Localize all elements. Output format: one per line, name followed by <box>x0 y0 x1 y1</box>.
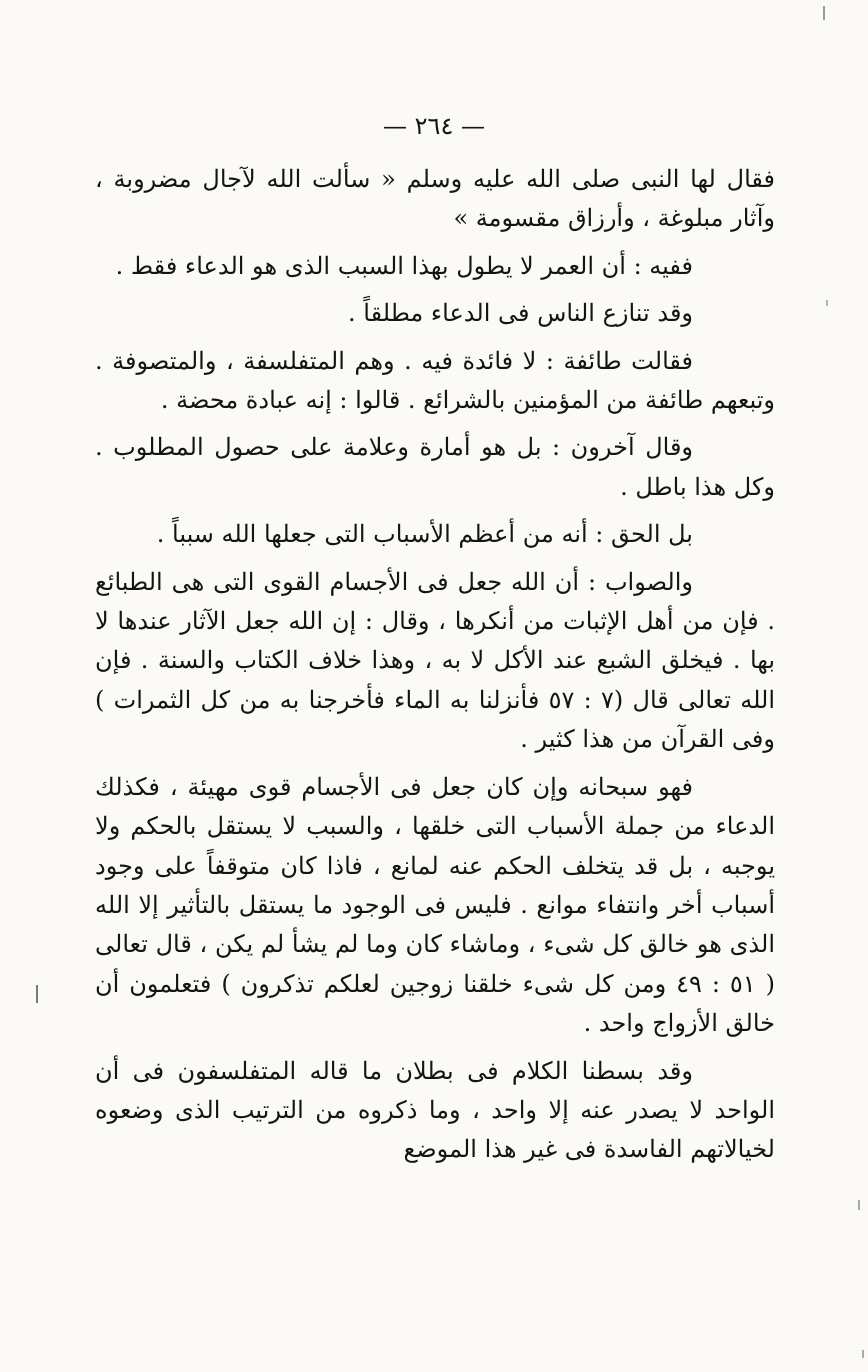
paragraph-1: فقال لها النبى صلى الله عليه وسلم « سألت الله لآجال مضروبة ، وآثار مبلوغة ، وأرزاق مقسومة » <box>95 165 775 233</box>
paragraph-4: فقالت طائفة : لا فائدة فيه . وهم المتفلسفة ، والمتصوفة . وتبعهم طائفة من المؤمنين بالشرائع . قالوا : إنه عبادة محضة . <box>95 346 775 415</box>
page-number: — ٢٦٤ — <box>383 112 485 140</box>
scan-mark <box>823 6 825 20</box>
scan-mark <box>858 1200 860 1210</box>
scan-mark <box>862 1350 864 1358</box>
paragraph-3: وقد تنازع الناس فى الدعاء مطلقاً . <box>348 299 693 328</box>
paragraph-2: ففيه : أن العمر لا يطول بهذا السبب الذى هو الدعاء فقط . <box>115 251 693 280</box>
paragraph-7: والصواب : أن الله جعل فى الأجسام القوى التى هى الطبائع . فإن من أهل الإثبات من أنكرها ، وقال : إن الله جعل الآثار عندها لا بها . فيخلق الشبع عند الأكل لا به ، وهذا خلاف الكتاب والسنة . فإن الله تعالى قال (٧ : ٥٧ فأنزلنا به الماء فأخرجنا به من كل الثمرات ) وفى القرآن من هذا كثير . <box>95 567 776 754</box>
page-body <box>95 160 775 1170</box>
paragraph-9: وقد بسطنا الكلام فى بطلان ما قاله المتفلسفون فى أن الواحد لا يصدر عنه إلا واحد ، وما ذكروه من الترتيب الذى وضعوه لخيالاتهم الفاسدة فى غير هذا الموضع <box>95 1056 775 1164</box>
paragraph-8: فهو سبحانه وإن كان جعل فى الأجسام قوى مهيئة ، فكذلك الدعاء من جملة الأسباب التى خلقها ، والسبب لا يستقل بالحكم ولا يوجبه ، بل قد يتخلف الحكم عنه لمانع ، فاذا كان متوقفاً على وجود أسباب أخر وانتفاء موانع . فليس فى الوجود ما يستقل بالتأثير إلا الله الذى هو خالق كل شىء ، وماشاء كان وما لم يشأ لم يكن ، قال تعالى ( ٥١ : ٤٩ ومن كل شىء خلقنا زوجين لعلكم تذكرون ) فتعلمون أن خالق الأزواج واحد . <box>95 772 776 1038</box>
paragraph-5: وقال آخرون : بل هو أمارة وعلامة على حصول المطلوب . وكل هذا باطل . <box>95 433 775 501</box>
scan-mark <box>36 985 38 1003</box>
paragraph-6: بل الحق : أنه من أعظم الأسباب التى جعلها الله سبباً . <box>156 520 693 549</box>
scan-mark <box>826 300 828 306</box>
